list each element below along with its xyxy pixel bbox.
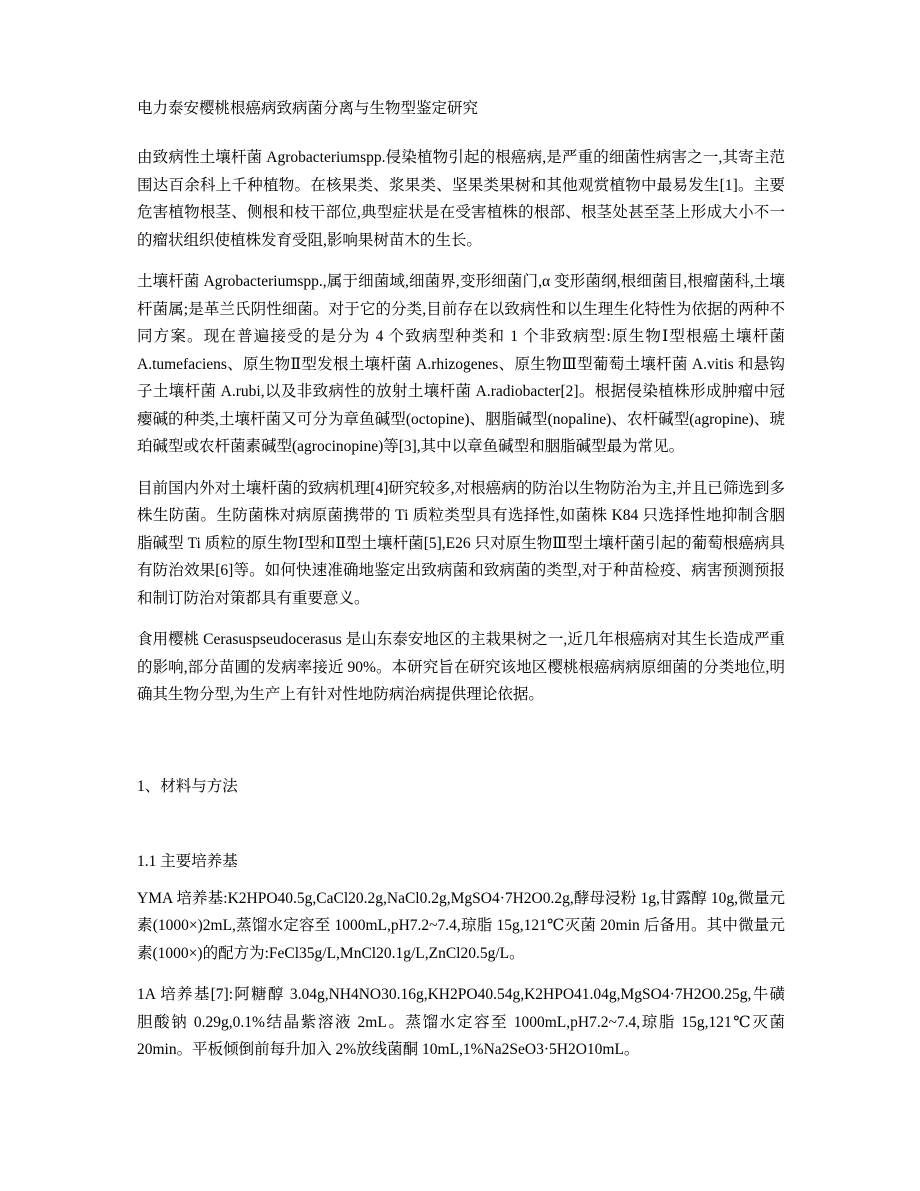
document-title: 电力泰安樱桃根癌病致病菌分离与生物型鉴定研究 [137, 100, 479, 117]
intro-paragraph-2: 土壤杆菌 Agrobacteriumspp.,属于细菌域,细菌界,变形细菌门,α 变形菌纲,根细菌目,根瘤菌科,土壤杆菌属;是革兰氏阴性细菌。对于它的分类,目前存在以致病性和以生理生化特性为依据的两种不同方案。现在普遍接受的是分为 4 个致病型种类和 1 个非致病型:原生物Ⅰ型根癌土壤杆菌 A.tumefaciens、原生物Ⅱ型发根土壤杆菌 A.rhizogenes、原生物Ⅲ型葡萄土壤杆菌 A.vitis 和悬钩子土壤杆菌 A.rubi,以及非致病性的放射土壤杆菌 A.radiobacter[2]。根据侵染植株形成肿瘤中冠瘿碱的种类,土壤杆菌又可分为章鱼碱型(octopine)、胭脂碱型(nopaline)、农杆碱型(agropine)、琥珀碱型或农杆菌素碱型(agrocinopine)等[3],其中以章鱼碱型和胭脂碱型最为常见。 [137, 273, 785, 455]
method-paragraph-1a-medium: 1A 培养基[7]:阿糖醇 3.04g,NH4NO30.16g,KH2PO40.54g,K2HPO41.04g,MgSO4·7H2O0.25g,牛磺胆酸钠 0.29g,0.1%结晶紫溶液 2mL。蒸馏水定容至 1000mL,pH7.2~7.4,琼脂 15g,121℃灭菌 20min。平板倾倒前每升加入 2%放线菌酮 10mL,1%Na2SeO3·5H2O10mL。 [137, 986, 785, 1058]
intro-paragraph-4: 食用樱桃 Cerasuspseudocerasus 是山东泰安地区的主栽果树之一,近几年根癌病对其生长造成严重的影响,部分苗圃的发病率接近 90%。本研究旨在研究该地区樱桃根癌病病原细菌的分类地位,明确其生物分型,为生产上有针对性地防病治病提供理论依据。 [137, 631, 785, 703]
section-heading-materials-and-methods: 1、材料与方法 [137, 777, 238, 795]
method-paragraph-yma-medium: YMA 培养基:K2HPO40.5g,CaCl20.2g,NaCl0.2g,MgSO4·7H2O0.2g,酵母浸粉 1g,甘露醇 10g,微量元素(1000×)2mL,蒸馏水定容至 1000mL,pH7.2~7.4,琼脂 15g,121℃灭菌 20min 后备用。其中微量元素(1000×)的配方为:FeCl35g/L,MnCl20.1g/L,ZnCl20.5g/L。 [137, 889, 785, 962]
intro-paragraph-3: 目前国内外对土壤杆菌的致病机理[4]研究较多,对根癌病的防治以生物防治为主,并且已筛选到多株生防菌。生防菌株对病原菌携带的 Ti 质粒类型具有选择性,如菌株 K84 只选择性地抑制含胭脂碱型 Ti 质粒的原生物Ⅰ型和Ⅱ型土壤杆菌[5],E26 只对原生物Ⅲ型土壤杆菌引起的葡萄根癌病具有防治效果[6]等。如何快速准确地鉴定出致病菌和致病菌的类型,对于种苗检疫、病害预测预报和制订防治对策都具有重要意义。 [137, 479, 785, 607]
intro-paragraph-1: 由致病性土壤杆菌 Agrobacteriumspp.侵染植物引起的根癌病,是严重的细菌性病害之一,其寄主范围达百余科上千种植物。在核果类、浆果类、坚果类果树和其他观赏植物中最易发生[1]。主要危害植物根茎、侧根和枝干部位,典型症状是在受害植株的根部、根茎处甚至茎上形成大小不一的瘤状组织使植株发育受阻,影响果树苗木的生长。 [137, 149, 785, 249]
subsection-heading-culture-media: 1.1 主要培养基 [137, 852, 238, 870]
